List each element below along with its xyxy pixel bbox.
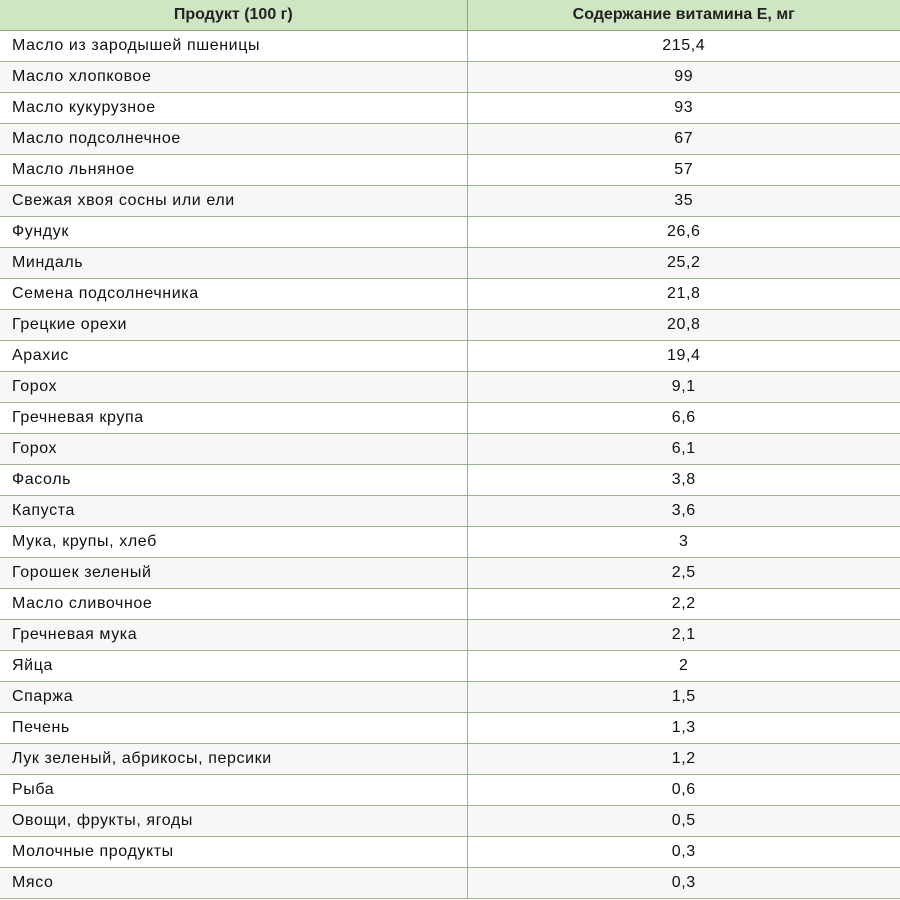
vitamin-e-value-cell: 1,5 xyxy=(467,682,900,713)
product-name-cell: Лук зеленый, абрикосы, персики xyxy=(0,744,467,775)
table-row xyxy=(0,806,900,837)
table-row xyxy=(0,372,900,403)
table-row xyxy=(0,279,900,310)
product-name-cell: Грецкие орехи xyxy=(0,310,467,341)
table-row xyxy=(0,713,900,744)
table-row xyxy=(0,837,900,868)
vitamin-e-value-cell: 93 xyxy=(467,93,900,124)
product-name-cell: Спаржа xyxy=(0,682,467,713)
vitamin-e-value-cell: 6,6 xyxy=(467,403,900,434)
table-row xyxy=(0,465,900,496)
table-row xyxy=(0,744,900,775)
product-name-cell: Свежая хвоя сосны или ели xyxy=(0,186,467,217)
product-name-cell: Печень xyxy=(0,713,467,744)
product-name-cell: Горох xyxy=(0,372,467,403)
product-name-cell: Овощи, фрукты, ягоды xyxy=(0,806,467,837)
product-name-cell: Семена подсолнечника xyxy=(0,279,467,310)
vitamin-e-value-cell: 6,1 xyxy=(467,434,900,465)
product-name-cell: Масло из зародышей пшеницы xyxy=(0,31,467,62)
product-name-cell: Гречневая крупа xyxy=(0,403,467,434)
vitamin-e-value-cell: 1,3 xyxy=(467,713,900,744)
vitamin-e-value-cell: 0,6 xyxy=(467,775,900,806)
vitamin-e-value-cell: 2,1 xyxy=(467,620,900,651)
vitamin-e-value-cell: 0,5 xyxy=(467,806,900,837)
vitamin-e-value-cell: 20,8 xyxy=(467,310,900,341)
product-name-cell: Гречневая мука xyxy=(0,620,467,651)
product-name-cell: Мука, крупы, хлеб xyxy=(0,527,467,558)
product-name-cell: Молочные продукты xyxy=(0,837,467,868)
product-name-cell: Горошек зеленый xyxy=(0,558,467,589)
table-row xyxy=(0,217,900,248)
product-name-cell: Масло подсолнечное xyxy=(0,124,467,155)
header-product: Продукт (100 г) xyxy=(0,0,467,31)
table-row xyxy=(0,651,900,682)
table-row xyxy=(0,682,900,713)
vitamin-e-value-cell: 2,2 xyxy=(467,589,900,620)
vitamin-e-value-cell: 2,5 xyxy=(467,558,900,589)
vitamin-e-value-cell: 1,2 xyxy=(467,744,900,775)
table-row xyxy=(0,93,900,124)
product-name-cell: Фундук xyxy=(0,217,467,248)
product-name-cell: Мясо xyxy=(0,868,467,899)
table-header-row xyxy=(0,0,900,31)
product-name-cell: Арахис xyxy=(0,341,467,372)
table-row xyxy=(0,434,900,465)
table-row xyxy=(0,527,900,558)
product-name-cell: Рыба xyxy=(0,775,467,806)
product-name-cell: Яйца xyxy=(0,651,467,682)
table-row xyxy=(0,248,900,279)
table-row xyxy=(0,31,900,62)
table-row xyxy=(0,558,900,589)
header-vitamin-e: Содержание витамина Е, мг xyxy=(467,0,900,31)
vitamin-e-value-cell: 3,6 xyxy=(467,496,900,527)
product-name-cell: Фасоль xyxy=(0,465,467,496)
vitamin-e-value-cell: 21,8 xyxy=(467,279,900,310)
vitamin-e-value-cell: 2 xyxy=(467,651,900,682)
product-name-cell: Горох xyxy=(0,434,467,465)
table-row xyxy=(0,341,900,372)
table-row xyxy=(0,868,900,899)
vitamin-e-value-cell: 57 xyxy=(467,155,900,186)
vitamin-e-value-cell: 35 xyxy=(467,186,900,217)
vitamin-e-value-cell: 67 xyxy=(467,124,900,155)
table-row xyxy=(0,186,900,217)
product-name-cell: Масло сливочное xyxy=(0,589,467,620)
table-row xyxy=(0,155,900,186)
vitamin-e-value-cell: 3,8 xyxy=(467,465,900,496)
vitamin-e-value-cell: 9,1 xyxy=(467,372,900,403)
product-name-cell: Миндаль xyxy=(0,248,467,279)
table-row xyxy=(0,124,900,155)
product-name-cell: Масло кукурузное xyxy=(0,93,467,124)
vitamin-e-value-cell: 3 xyxy=(467,527,900,558)
table-row xyxy=(0,620,900,651)
table-row xyxy=(0,496,900,527)
product-name-cell: Капуста xyxy=(0,496,467,527)
table-row xyxy=(0,589,900,620)
vitamin-e-value-cell: 26,6 xyxy=(467,217,900,248)
vitamin-e-value-cell: 0,3 xyxy=(467,868,900,899)
table-row xyxy=(0,310,900,341)
product-name-cell: Масло льняное xyxy=(0,155,467,186)
table-row xyxy=(0,403,900,434)
vitamin-e-value-cell: 99 xyxy=(467,62,900,93)
product-name-cell: Масло хлопковое xyxy=(0,62,467,93)
vitamin-e-value-cell: 0,3 xyxy=(467,837,900,868)
vitamin-e-value-cell: 25,2 xyxy=(467,248,900,279)
vitamin-e-value-cell: 215,4 xyxy=(467,31,900,62)
table-row xyxy=(0,775,900,806)
vitamin-e-value-cell: 19,4 xyxy=(467,341,900,372)
table-row xyxy=(0,62,900,93)
